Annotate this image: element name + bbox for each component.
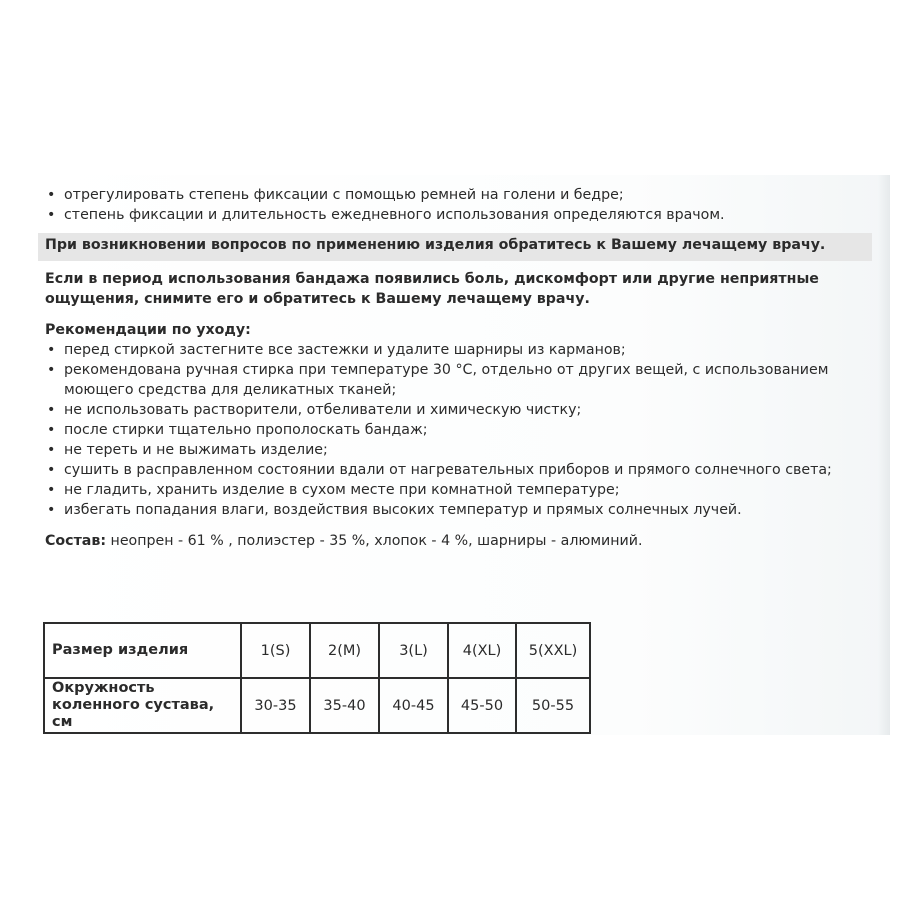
list-item: • избегать попадания влаги, воздействия высоких температур и прямых солнечных лучей. — [45, 500, 865, 520]
list-item: • отрегулировать степень фиксации с помощью ремней на голени и бедре; — [45, 185, 865, 205]
composition-label: Состав: — [45, 533, 107, 549]
doctor-banner: При возникновении вопросов по применению изделия обратитесь к Вашему лечащему врачу. — [38, 233, 872, 261]
range-cell: 45-50 — [448, 678, 516, 733]
composition-text: неопрен - 61 % , полиэстер - 35 %, хлопок - 4 %, шарниры - алюминий. — [106, 533, 643, 549]
table-row — [44, 678, 590, 733]
instruction-text — [45, 185, 865, 551]
circumference-header-cell: Окружность коленного сустава, см — [44, 678, 241, 733]
size-header-cell: Размер изделия — [44, 623, 241, 678]
composition-line — [45, 531, 865, 551]
list-item: • перед стиркой застегните все застежки и удалите шарниры из карманов; — [45, 340, 865, 360]
size-cell: 1(S) — [241, 623, 310, 678]
size-cell: 2(M) — [310, 623, 379, 678]
fixation-list — [45, 185, 865, 225]
size-table — [43, 622, 591, 734]
list-item: • степень фиксации и длительность ежедневного использования определяются врачом. — [45, 205, 865, 225]
care-title: Рекомендации по уходу: — [45, 322, 251, 338]
list-item: • рекомендована ручная стирка при температуре 30 °С, отдельно от других вещей, с использованием моющего средства для деликатных тканей; — [45, 360, 865, 400]
size-cell: 3(L) — [379, 623, 448, 678]
size-cell: 5(XXL) — [516, 623, 590, 678]
warning-paragraph: Если в период использования бандажа появились боль, дискомфорт или другие неприятные ощущения, снимите его и обратитесь к Вашему лечащему врачу. — [45, 271, 819, 307]
table-row — [44, 623, 590, 678]
range-cell: 30-35 — [241, 678, 310, 733]
range-cell: 40-45 — [379, 678, 448, 733]
care-list — [45, 340, 865, 520]
list-item: • после стирки тщательно прополоскать бандаж; — [45, 420, 865, 440]
range-cell: 35-40 — [310, 678, 379, 733]
size-cell: 4(XL) — [448, 623, 516, 678]
list-item: • не тереть и не выжимать изделие; — [45, 440, 865, 460]
list-item: • не гладить, хранить изделие в сухом месте при комнатной температуре; — [45, 480, 865, 500]
range-cell: 50-55 — [516, 678, 590, 733]
list-item: • сушить в расправленном состоянии вдали от нагревательных приборов и прямого солнечного света; — [45, 460, 865, 480]
list-item: • не использовать растворители, отбеливатели и химическую чистку; — [45, 400, 865, 420]
